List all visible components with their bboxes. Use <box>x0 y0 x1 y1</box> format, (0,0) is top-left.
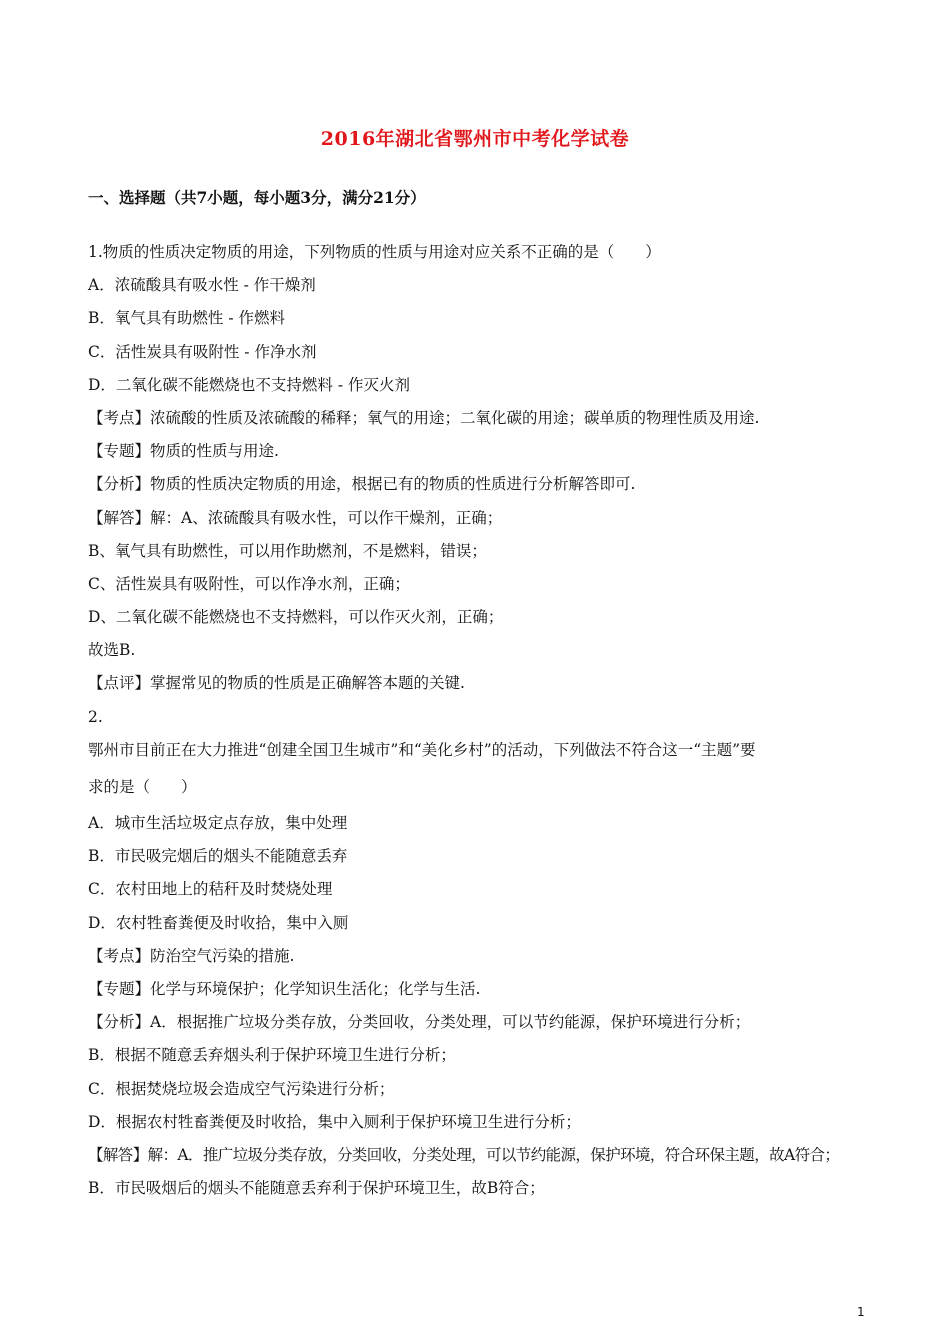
q1-option-d: D．二氧化碳不能燃烧也不支持燃料 - 作灭火剂 <box>88 375 411 394</box>
q2-option-d: D．农村牲畜粪便及时收拾，集中入厕 <box>88 913 349 932</box>
q1-option-a: A．浓硫酸具有吸水性 - 作干燥剂 <box>88 276 316 295</box>
page-number: 1 <box>857 1305 865 1319</box>
q2-fenxi-c: C．根据焚烧垃圾会造成空气污染进行分析； <box>88 1079 395 1098</box>
question-2-number: 2. <box>88 707 103 726</box>
question-2-stem: 鄂州市目前正在大力推进“创建全国卫生城市”和“美化乡村”的活动，下列做法不符合这一“主题”要 <box>88 740 756 759</box>
q2-option-b: B．市民吸完烟后的烟头不能随意丢弃 <box>88 847 348 866</box>
q2-zhuanti: 【专题】化学与环境保护；化学知识生活化；化学与生活. <box>88 979 481 998</box>
q1-jieda: 【解答】解：A、浓硫酸具有吸水性，可以作干燥剂，正确； <box>88 508 503 527</box>
document-title: 2016年湖北省鄂州市中考化学试卷 <box>320 128 630 150</box>
q1-jieda-c: C、活性炭具有吸附性，可以作净水剂，正确； <box>88 574 410 593</box>
q2-fenxi-d: D．根据农村牲畜粪便及时收拾，集中入厕利于保护环境卫生进行分析； <box>88 1112 581 1131</box>
q1-option-c: C．活性炭具有吸附性 - 作净水剂 <box>88 342 317 361</box>
q1-option-b: B．氧气具有助燃性 - 作燃料 <box>88 309 285 328</box>
q2-option-a: A．城市生活垃圾定点存放，集中处理 <box>88 814 348 832</box>
q1-jieda-d: D、二氧化碳不能燃烧也不支持燃料，可以作灭火剂，正确； <box>88 608 504 627</box>
q2-kaodian: 【考点】防治空气污染的措施. <box>88 946 295 965</box>
q2-fenxi: 【分析】A．根据推广垃圾分类存放，分类回收，分类处理，可以节约能源，保护环境进行分析； <box>88 1013 751 1032</box>
question-1-stem: 1.物质的性质决定物质的用途，下列物质的性质与用途对应关系不正确的是（ ） <box>88 243 661 261</box>
question-body <box>88 236 868 1205</box>
q1-zhuanti: 【专题】物质的性质与用途. <box>88 442 279 461</box>
q2-jieda: 【解答】解：A．推广垃圾分类存放，分类回收，分类处理，可以节约能源，保护环境，符合环保主题，故A符合； <box>88 1145 840 1164</box>
q1-jieda-b: B、氧气具有助燃性，可以用作助燃剂，不是燃料，错误； <box>88 541 487 560</box>
section-heading: 一、选择题（共7小题，每小题3分，满分21分） <box>88 188 426 207</box>
question-2-stem-cont: 求的是（ ） <box>88 778 197 796</box>
q1-kaodian: 【考点】浓硫酸的性质及浓硫酸的稀释；氧气的用途；二氧化碳的用途；碳单质的物理性质及用途. <box>88 408 760 427</box>
q1-fenxi: 【分析】物质的性质决定物质的用途，根据已有的物质的性质进行分析解答即可. <box>88 475 636 494</box>
q1-dianping: 【点评】掌握常见的物质的性质是正确解答本题的关键. <box>88 674 465 693</box>
q2-fenxi-b: B．根据不随意丢弃烟头利于保护环境卫生进行分析； <box>88 1046 456 1065</box>
q2-option-c: C．农村田地上的秸秆及时焚烧处理 <box>88 880 333 899</box>
q1-answer: 故选B. <box>88 641 136 660</box>
q2-jieda-b: B．市民吸烟后的烟头不能随意丢弃利于保护环境卫生，故B符合； <box>88 1179 545 1198</box>
